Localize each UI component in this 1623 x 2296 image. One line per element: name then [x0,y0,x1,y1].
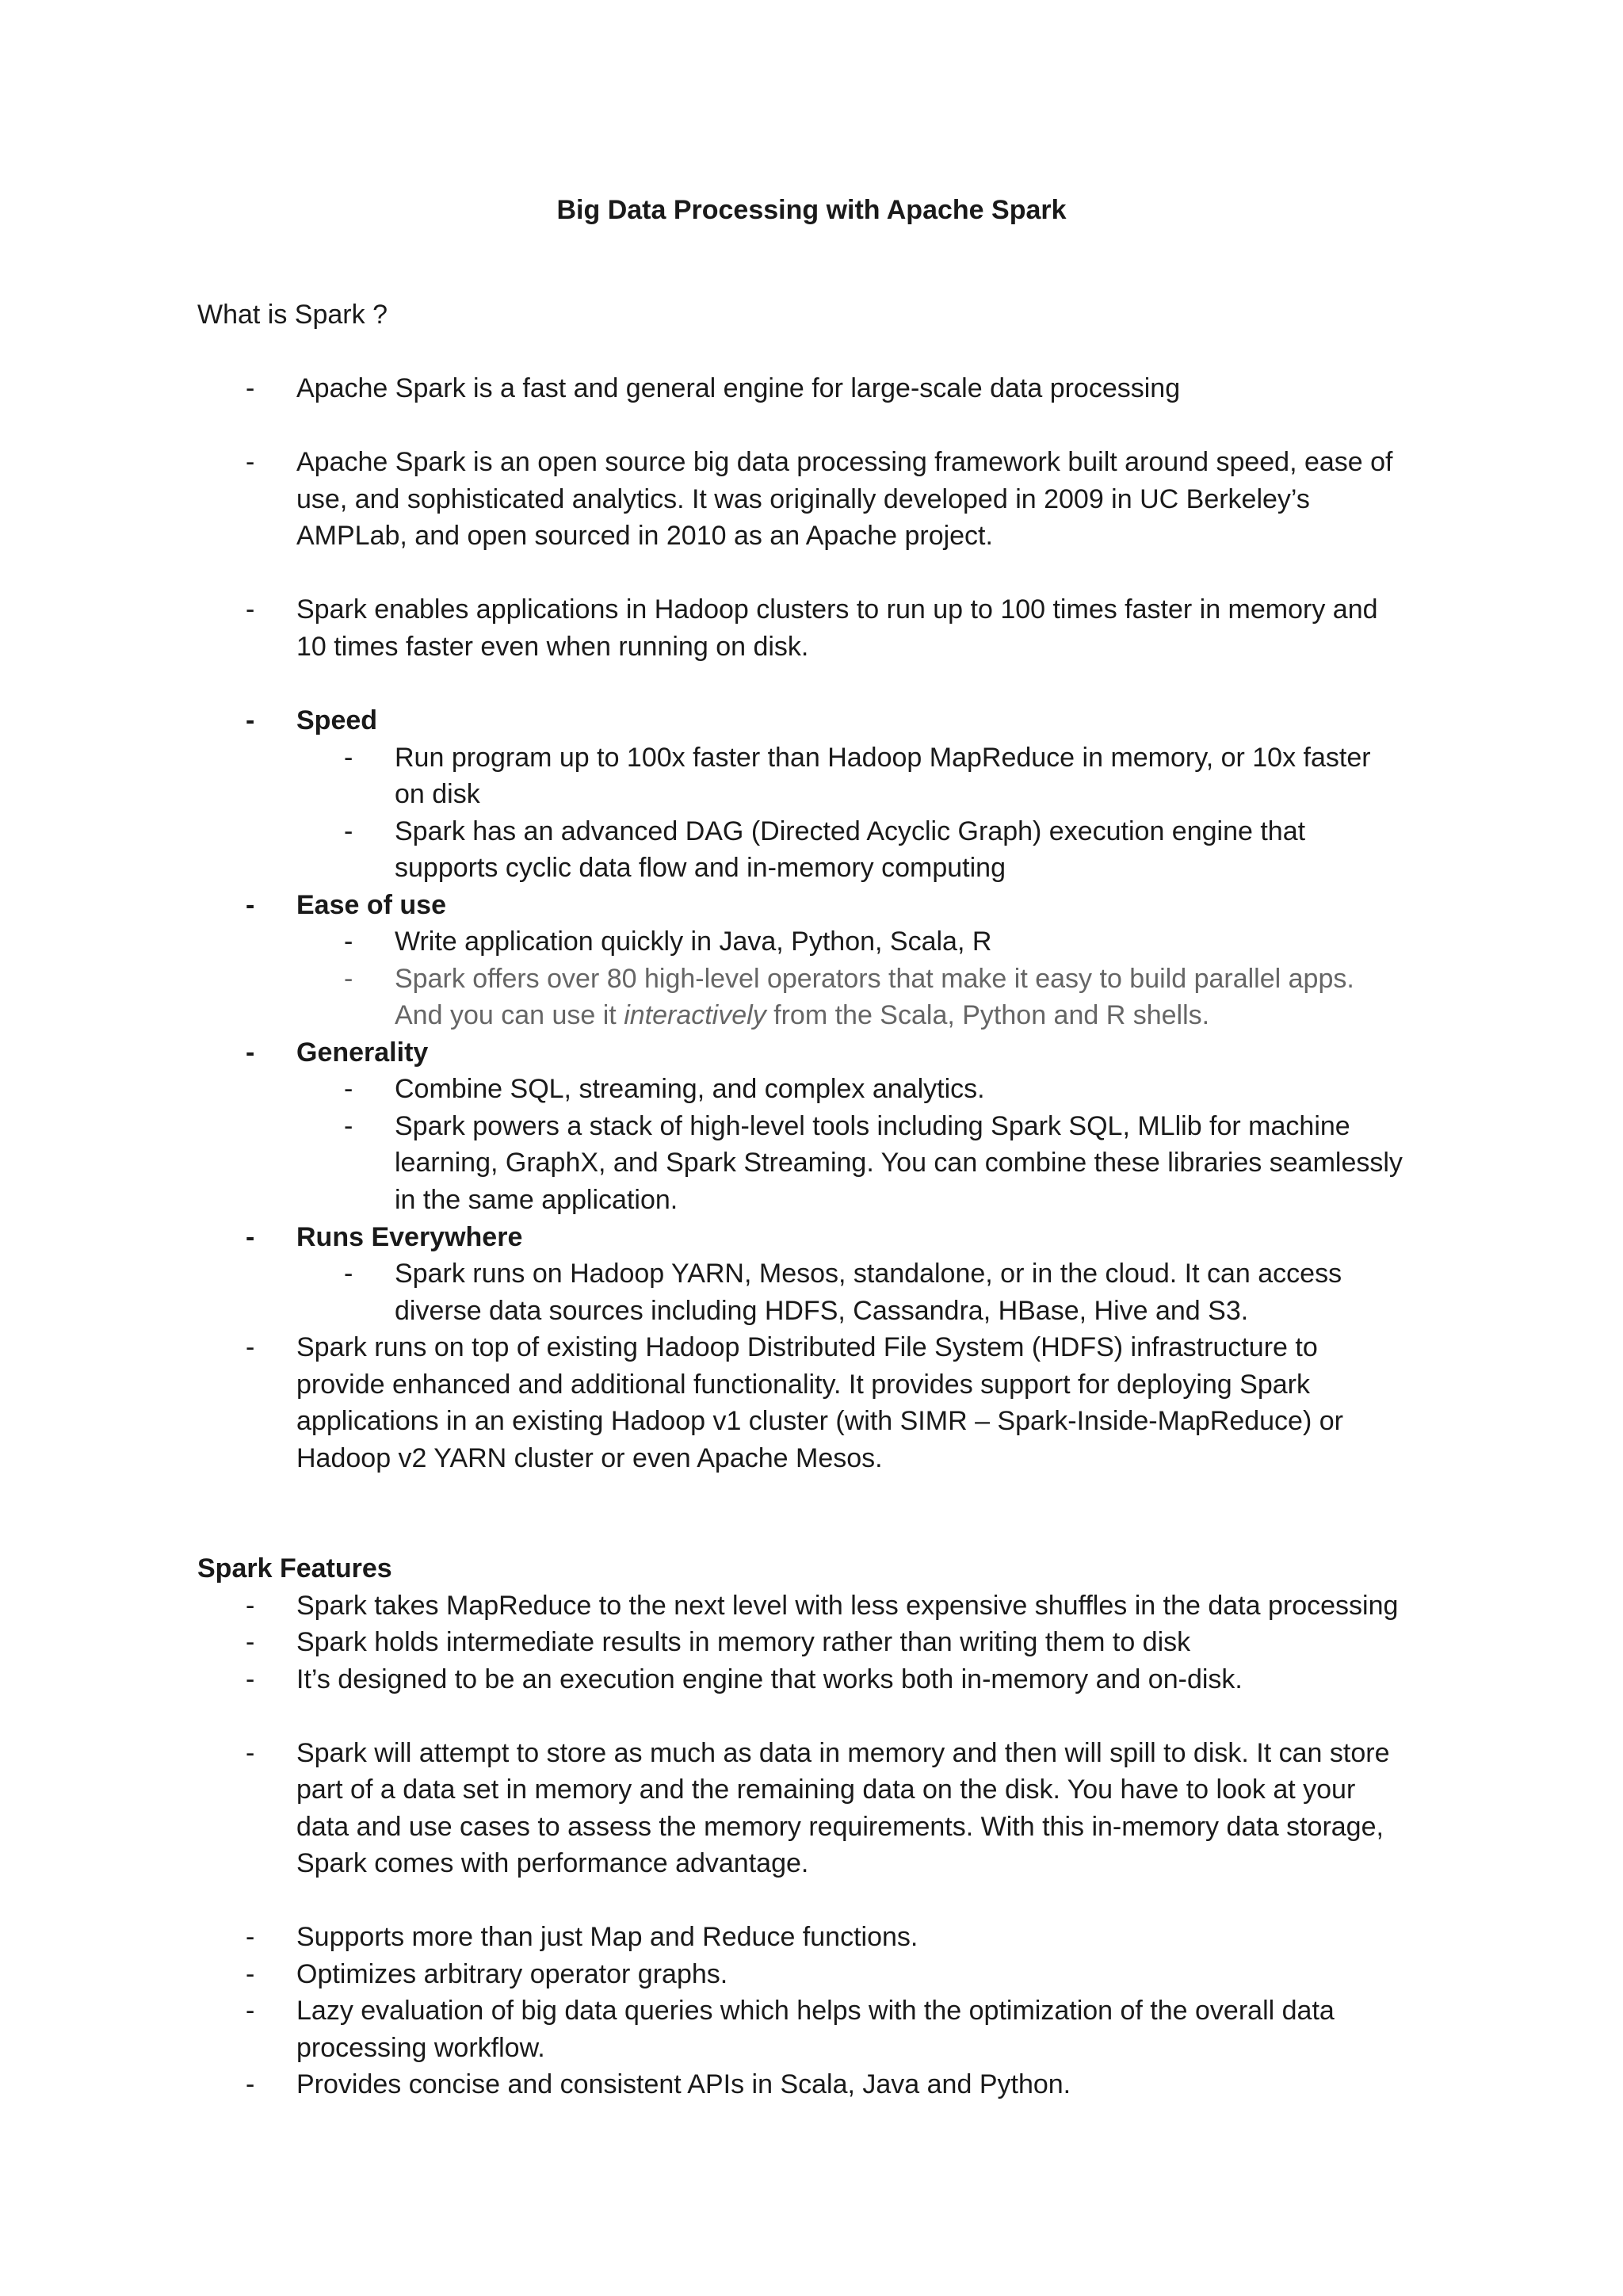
bullet-dash: - [246,1738,255,1768]
bullet-dash: - [246,1922,255,1952]
bullet-dash: - [246,447,255,477]
sub-item-text: Run program up to 100x faster than Hadoop MapReduce in memory, or 10x faster [395,743,1371,773]
list-item-text: Spark runs on top of existing Hadoop Distributed File System (HDFS) infrastructure to [296,1332,1318,1362]
text-span: from the Scala, Python and R shells. [766,1000,1210,1030]
sub-item-text: supports cyclic data flow and in-memory computing [395,853,1006,883]
bullet-dash: - [246,1332,255,1362]
bullet-dash: - [246,1996,255,2026]
sub-item-text: Spark powers a stack of high-level tools including Spark SQL, MLlib for machine [395,1111,1350,1141]
list-item-text: Provides concise and consistent APIs in Scala, Java and Python. [296,2069,1071,2099]
feature-heading-ease-of-use: Ease of use [296,890,446,920]
sub-item-text: Spark offers over 80 high-level operators that make it easy to build parallel apps. [395,964,1354,994]
bullet-dash: - [246,890,255,920]
sub-item-text: Spark has an advanced DAG (Directed Acyclic Graph) execution engine that [395,816,1306,846]
sub-item-text: learning, GraphX, and Spark Streaming. You can combine these libraries seamlessly [395,1148,1403,1178]
section-heading-spark-features: Spark Features [197,1553,392,1584]
sub-item-text: Write application quickly in Java, Python, Scala, R [395,926,992,957]
sub-bullet-dash: - [344,1074,353,1104]
sub-item-text: diverse data sources including HDFS, Cassandra, HBase, Hive and S3. [395,1296,1249,1326]
section-heading-what-is-spark: What is Spark ? [197,300,388,330]
list-item-text: Spark takes MapReduce to the next level with less expensive shuffles in the data processing [296,1591,1399,1621]
list-item-text: Hadoop v2 YARN cluster or even Apache Mesos. [296,1443,883,1473]
list-item-text: processing workflow. [296,2033,545,2063]
bullet-dash: - [246,1959,255,1989]
bullet-dash: - [246,373,255,403]
bullet-dash: - [246,1222,255,1252]
sub-bullet-dash: - [344,743,353,773]
sub-bullet-dash: - [344,964,353,994]
feature-heading-runs-everywhere: Runs Everywhere [296,1222,523,1252]
list-item-text: Optimizes arbitrary operator graphs. [296,1959,728,1989]
sub-bullet-dash: - [344,1111,353,1141]
italic-emphasis: interactively [624,1000,766,1030]
bullet-dash: - [246,1591,255,1621]
list-item-text: Spark enables applications in Hadoop clusters to run up to 100 times faster in memory and [296,594,1378,625]
sub-bullet-dash: - [344,816,353,846]
sub-item-text: on disk [395,779,480,809]
bullet-dash: - [246,705,255,735]
list-item-text: Apache Spark is an open source big data processing framework built around speed, ease of [296,447,1393,477]
document-title: Big Data Processing with Apache Spark [556,195,1067,225]
bullet-dash: - [246,1664,255,1694]
feature-heading-speed: Speed [296,705,378,735]
feature-heading-generality: Generality [296,1037,429,1068]
sub-item-text: in the same application. [395,1185,678,1215]
list-item-text: AMPLab, and open sourced in 2010 as an Apache project. [296,521,993,551]
sub-bullet-dash: - [344,926,353,957]
list-item-text: Spark comes with performance advantage. [296,1848,809,1878]
sub-item-text: Spark runs on Hadoop YARN, Mesos, standalone, or in the cloud. It can access [395,1259,1342,1289]
bullet-dash: - [246,1037,255,1068]
sub-item-text: Combine SQL, streaming, and complex analytics. [395,1074,985,1104]
list-item-text: data and use cases to assess the memory requirements. With this in-memory data storage, [296,1812,1384,1842]
sub-bullet-dash: - [344,1259,353,1289]
list-item-text: Spark will attempt to store as much as data in memory and then will spill to disk. It can store [296,1738,1390,1768]
list-item-text: Supports more than just Map and Reduce functions. [296,1922,918,1952]
list-item-text: part of a data set in memory and the remaining data on the disk. You have to look at your [296,1775,1356,1805]
list-item-text: Apache Spark is a fast and general engine for large-scale data processing [296,373,1181,403]
list-item-text: Lazy evaluation of big data queries which helps with the optimization of the overall data [296,1996,1335,2026]
list-item-text: use, and sophisticated analytics. It was originally developed in 2009 in UC Berkeley’s [296,484,1310,514]
bullet-dash: - [246,1627,255,1657]
list-item-text: Spark holds intermediate results in memory rather than writing them to disk [296,1627,1191,1657]
list-item-text: 10 times faster even when running on disk. [296,632,809,662]
list-item-text: applications in an existing Hadoop v1 cluster (with SIMR – Spark-Inside-MapReduce) or [296,1406,1343,1436]
bullet-dash: - [246,594,255,625]
list-item-text: It’s designed to be an execution engine that works both in-memory and on-disk. [296,1664,1243,1694]
bullet-dash: - [246,2069,255,2099]
list-item-text: provide enhanced and additional functionality. It provides support for deploying Spark [296,1370,1310,1400]
sub-item-text-mixed [395,997,1209,1033]
text-span: And you can use it [395,1000,624,1030]
